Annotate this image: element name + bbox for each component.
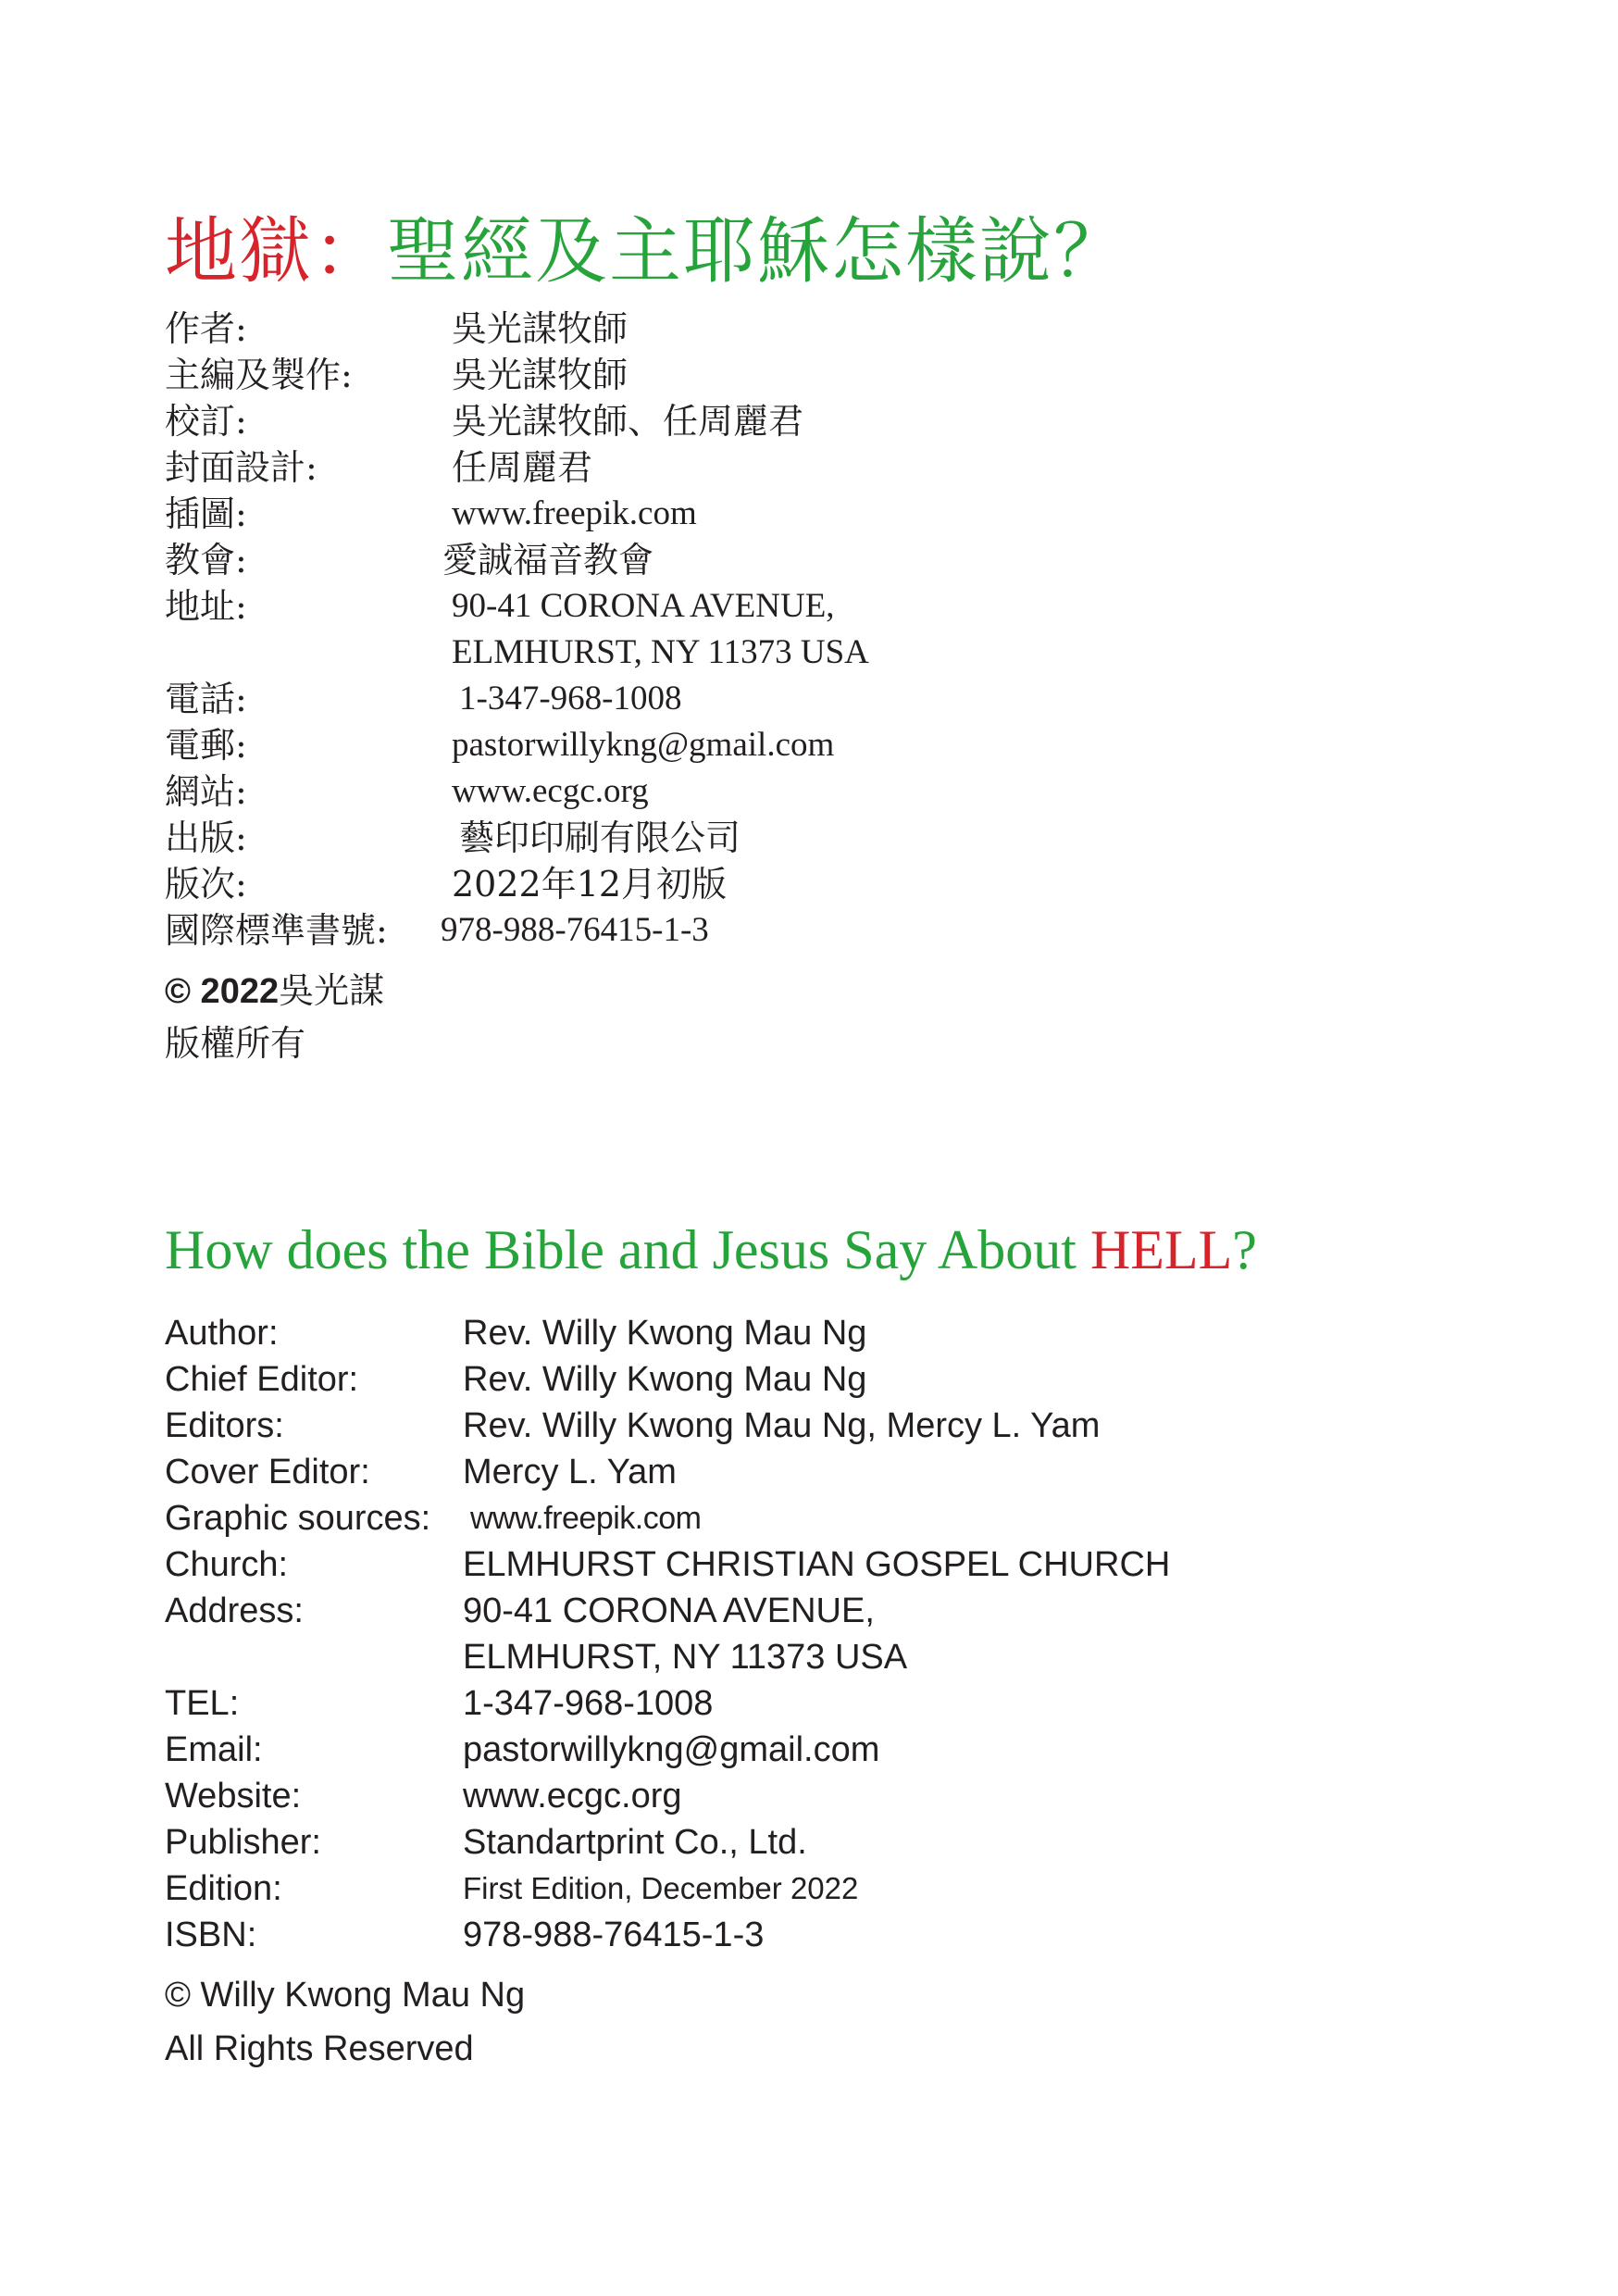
zh-value: 吳光謀牧師、任周麗君 [452,401,804,442]
zh-value: 吳光謀牧師 [452,355,629,395]
zh-label: 封面設計: [165,447,317,488]
en-value: Rev. Willy Kwong Mau Ng [463,1314,867,1353]
zh-value: 任周麗君 [452,447,593,488]
en-label: Email: [165,1730,263,1769]
copyright-holder: 吳光謀 [279,970,385,1011]
zh-label: 主編及製作: [165,355,353,395]
en-value: Rev. Willy Kwong Mau Ng, Mercy L. Yam [463,1406,1101,1445]
zh-value: 2022年12月初版 [452,864,728,905]
en-value: pastorwillykng@gmail.com [463,1730,880,1769]
en-label: Edition: [165,1869,282,1908]
zh-label: 出版: [165,817,247,858]
zh-label: 電話: [165,679,247,719]
zh-value: 90-41 CORONA AVENUE, [452,587,835,625]
zh-label: 網站: [165,771,247,812]
en-label: Author: [165,1314,279,1353]
chinese-title [165,206,1127,298]
zh-label: 電郵: [165,725,247,766]
en-value: Rev. Willy Kwong Mau Ng [463,1360,867,1399]
en-value: www.ecgc.org [463,1777,682,1816]
en-value: 90-41 CORONA AVENUE, [463,1591,875,1630]
en-value: 978-988-76415-1-3 [463,1915,765,1954]
en-label: Cover Editor: [165,1453,370,1491]
zh-label: 教會: [165,540,247,580]
en-label: Website: [165,1777,302,1816]
chinese-title-hell: 地獄： [165,210,388,293]
chinese-title-question: 聖經及主耶穌怎樣說？ [387,210,1128,293]
zh-label: 插圖: [165,493,247,534]
en-value: First Edition, December 2022 [463,1871,859,1905]
zh-label: 校訂: [165,401,247,442]
en-label: Editors: [165,1406,284,1445]
zh-label: 國際標準書號: [165,910,388,951]
zh-value: www.freepik.com [452,494,697,532]
en-label: ISBN: [165,1915,257,1954]
chinese-copyright [165,967,384,1015]
zh-value: 吳光謀牧師 [452,308,629,349]
english-title-question: How does the Bible and Jesus Say About [165,1219,1090,1280]
en-label: Publisher: [165,1823,321,1862]
zh-label: 版次: [165,864,247,905]
zh-value: 藝印印刷有限公司 [459,817,741,858]
english-copyright: © Willy Kwong Mau Ng [165,1976,526,2015]
zh-value: ELMHURST, NY 11373 USA [452,633,869,671]
zh-value: 978-988-76415-1-3 [441,911,709,949]
chinese-rights-reserved: 版權所有 [165,1023,306,1064]
english-title [165,1213,1257,1287]
en-value: www.freepik.com [470,1501,702,1536]
copyright-year: © 2022 [165,972,280,1011]
english-title-hell: HELL [1089,1219,1233,1280]
zh-label: 作者: [165,308,247,349]
en-label: TEL: [165,1684,240,1723]
zh-value: pastorwillykng@gmail.com [452,726,835,764]
en-label: Address: [165,1591,304,1630]
en-value: 1-347-968-1008 [463,1684,714,1723]
zh-value: www.ecgc.org [452,772,649,810]
en-label: Graphic sources: [165,1499,431,1538]
en-label: Chief Editor: [165,1360,359,1399]
english-rights-reserved: All Rights Reserved [165,2029,474,2068]
en-label: Church: [165,1545,289,1584]
en-value: ELMHURST, NY 11373 USA [463,1638,908,1677]
english-title-end: ? [1232,1219,1257,1280]
en-value: Mercy L. Yam [463,1453,677,1491]
en-value: ELMHURST CHRISTIAN GOSPEL CHURCH [463,1545,1171,1584]
en-value: Standartprint Co., Ltd. [463,1823,807,1862]
zh-label: 地址: [165,586,247,627]
zh-value: 1-347-968-1008 [459,680,682,718]
zh-value: 愛誠福音教會 [442,540,654,580]
